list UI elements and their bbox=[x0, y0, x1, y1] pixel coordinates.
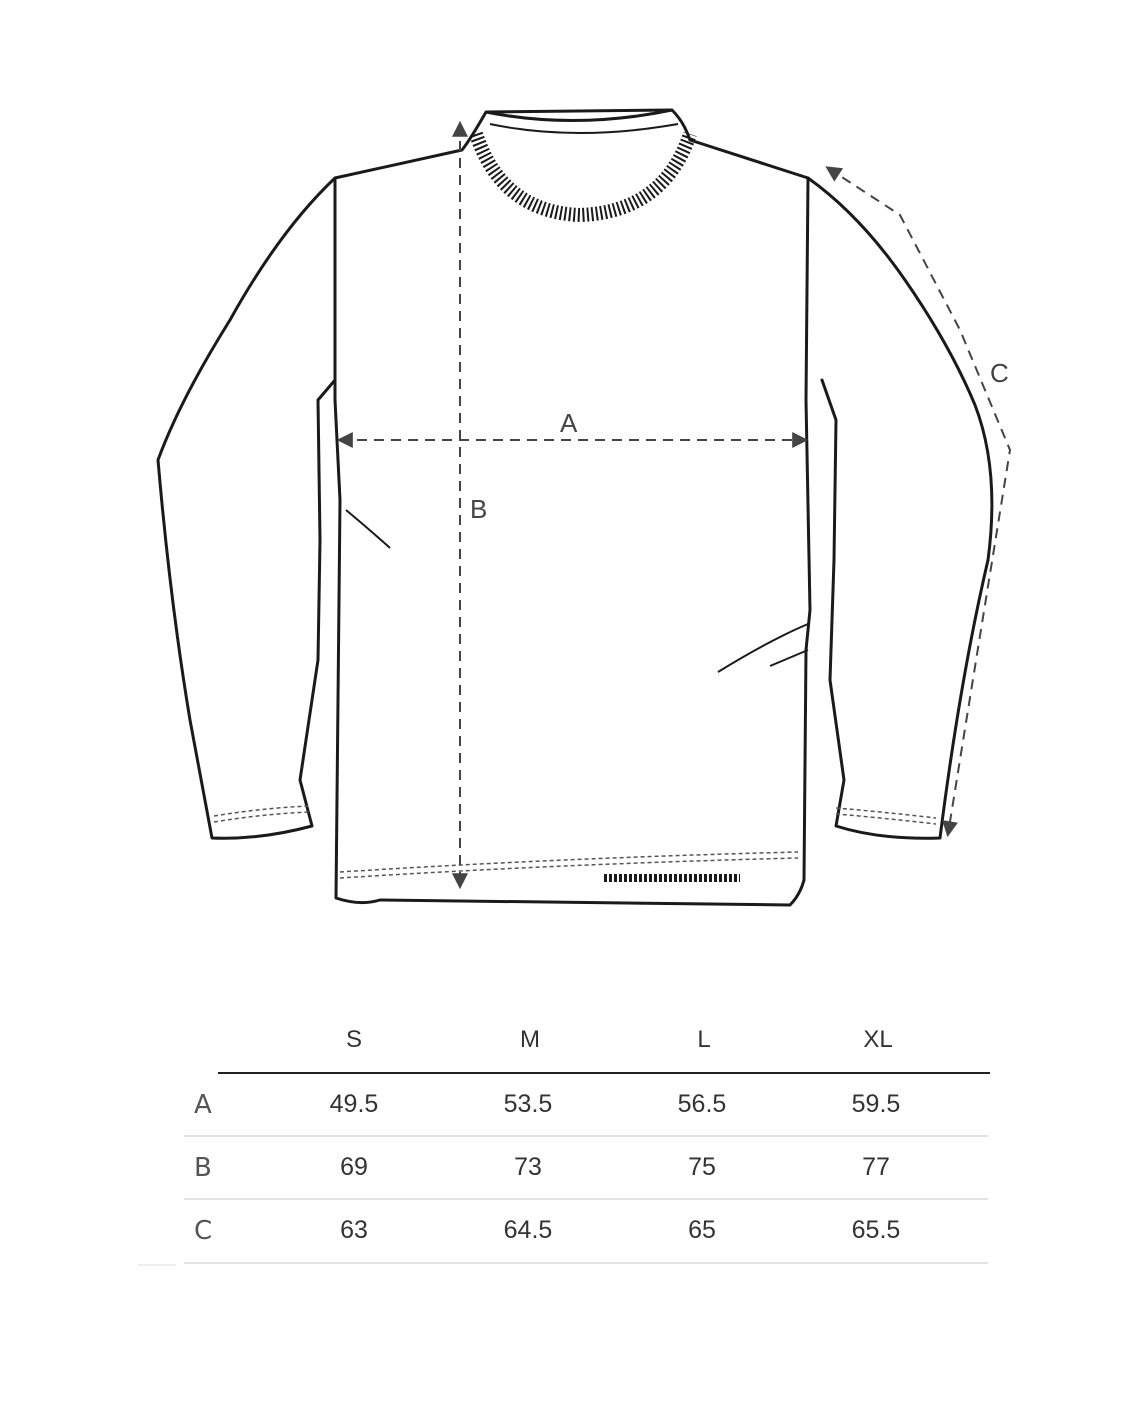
row-label-b: B bbox=[194, 1153, 213, 1183]
stub-divider bbox=[138, 1264, 176, 1266]
table-cell: 69 bbox=[340, 1153, 368, 1181]
size-header-l: L bbox=[697, 1026, 711, 1053]
sweatshirt-outline bbox=[158, 110, 992, 905]
stitching bbox=[214, 806, 936, 878]
size-header-m: M bbox=[520, 1026, 540, 1053]
size-header-xl: XL bbox=[863, 1026, 893, 1053]
size-chart-table bbox=[0, 1000, 1125, 1300]
dimension-a-label: A bbox=[560, 408, 578, 438]
dimension-c-line bbox=[828, 168, 1010, 834]
table-cell: 75 bbox=[688, 1153, 716, 1181]
table-cell: 63 bbox=[340, 1216, 368, 1244]
table-cell: 65.5 bbox=[851, 1216, 901, 1244]
header-divider bbox=[218, 1072, 990, 1074]
table-cell: 65 bbox=[688, 1216, 716, 1244]
table-cell: 53.5 bbox=[503, 1090, 553, 1118]
dimension-b-label: B bbox=[470, 494, 488, 524]
table-cell: 77 bbox=[862, 1153, 890, 1181]
row-label-c: C bbox=[194, 1216, 214, 1246]
fold-creases bbox=[346, 510, 808, 672]
row-label-a: A bbox=[194, 1090, 213, 1120]
row-divider bbox=[184, 1198, 988, 1200]
table-cell: 59.5 bbox=[851, 1090, 901, 1118]
table-cell: 49.5 bbox=[329, 1090, 379, 1118]
table-cell: 64.5 bbox=[503, 1216, 553, 1244]
row-divider bbox=[184, 1135, 988, 1137]
neck-ribbing bbox=[476, 110, 690, 215]
table-cell: 56.5 bbox=[677, 1090, 727, 1118]
table-cell: 73 bbox=[514, 1153, 542, 1181]
size-header-s: S bbox=[345, 1026, 362, 1053]
row-divider bbox=[184, 1262, 988, 1264]
dimension-c-label: C bbox=[990, 358, 1009, 388]
